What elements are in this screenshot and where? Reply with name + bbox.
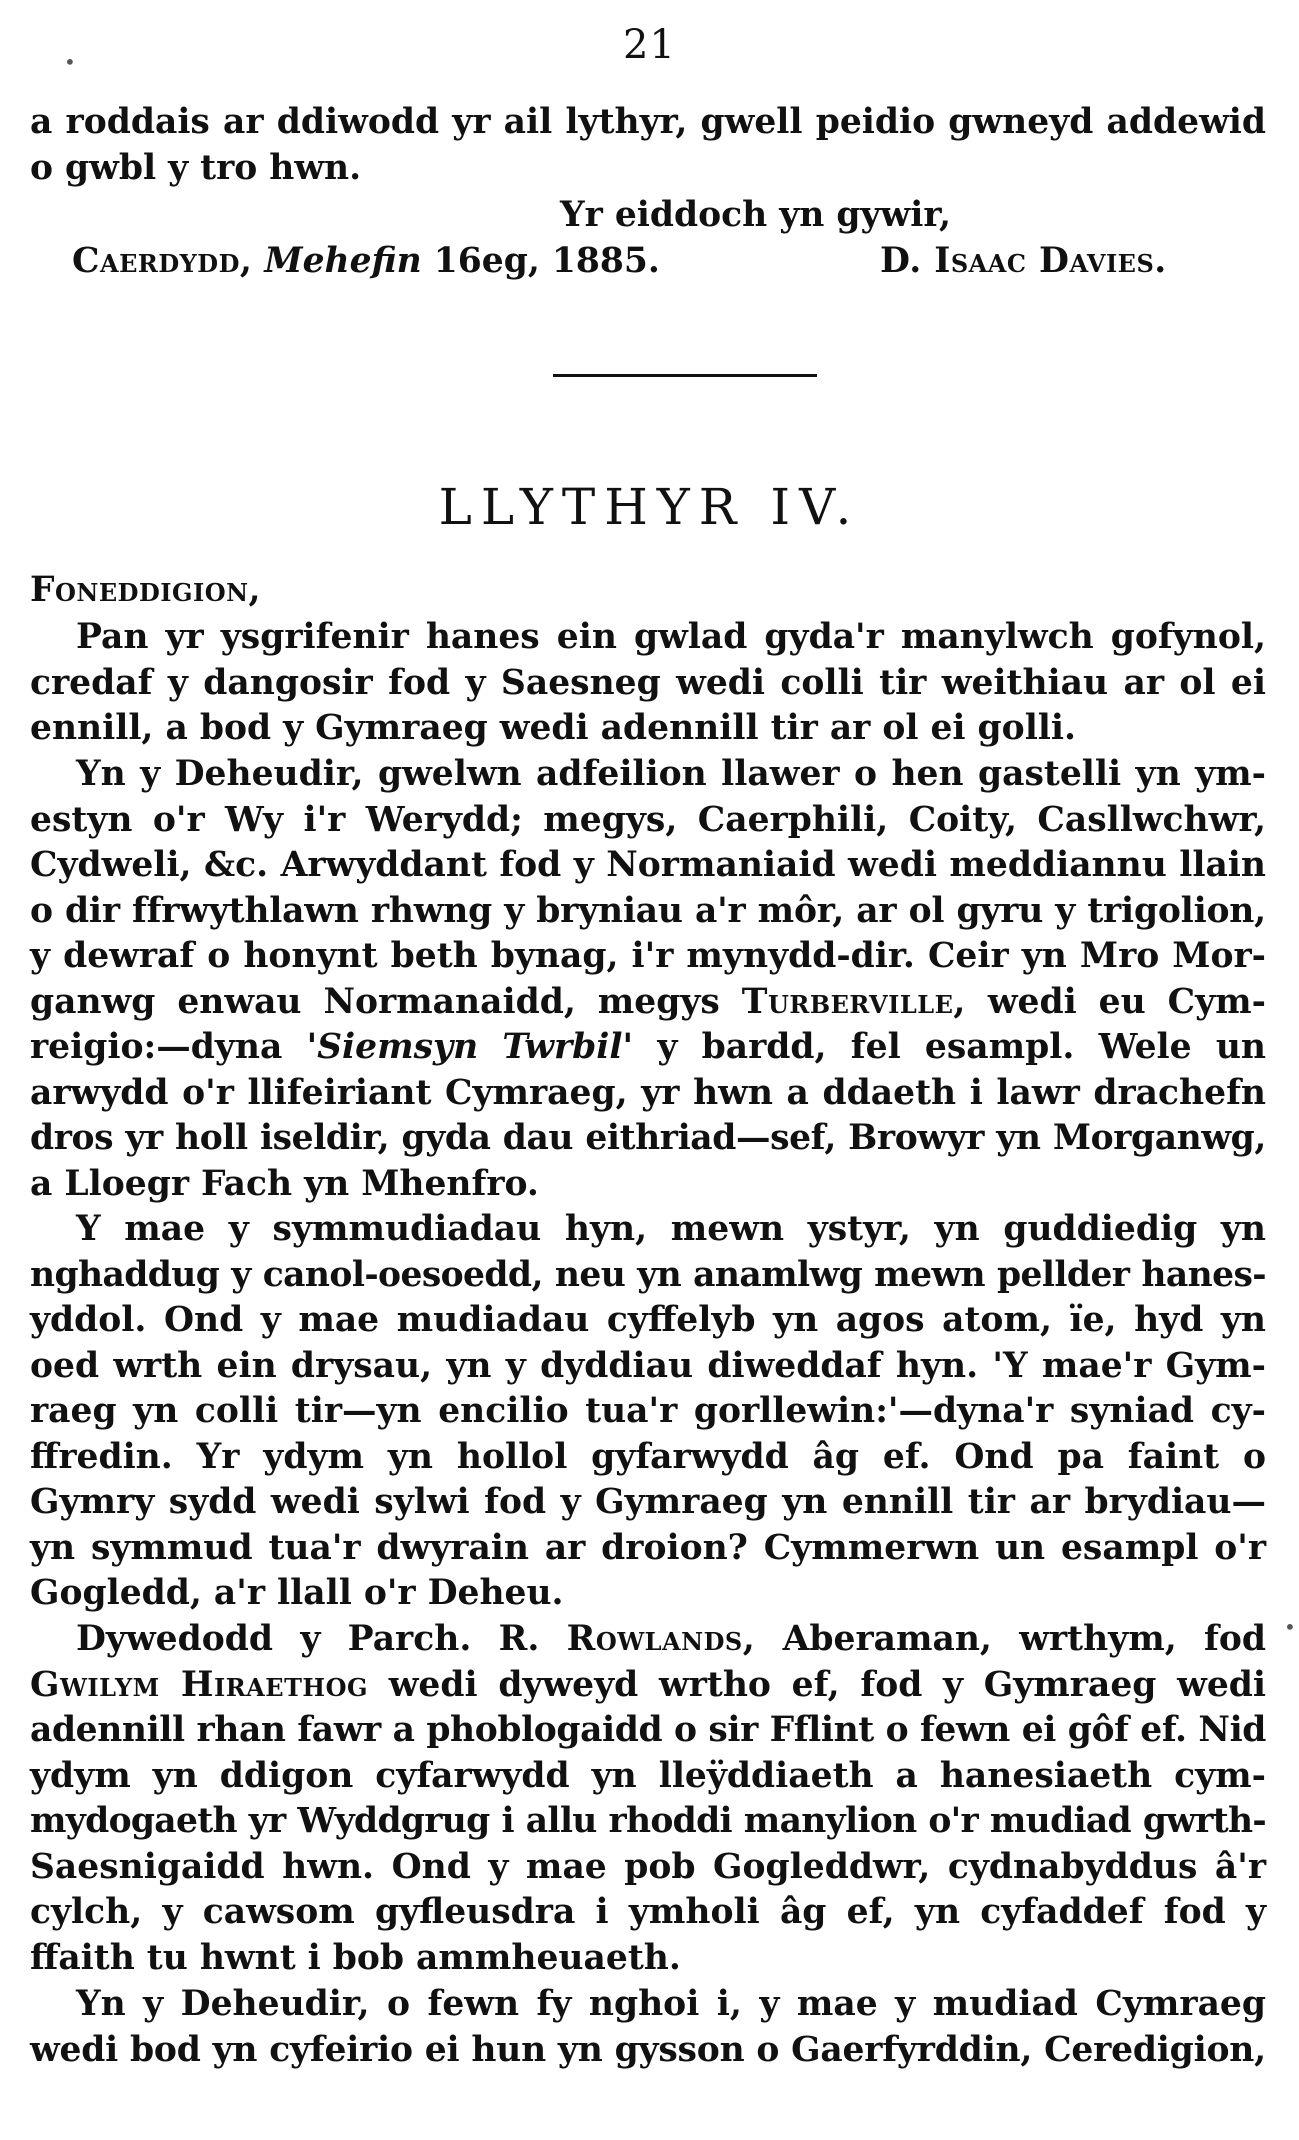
date-rest: 16eg, 1885. (433, 241, 660, 281)
paragraph-4 (30, 1617, 1266, 1981)
para1-line-1: Pan yr ysgrifenir hanes ein gwlad gyda'r manylwch gofynol, (76, 617, 1266, 657)
para3-line-7: Gymry sydd wedi sylwi fod y Gymraeg yn ennill tir ar brydiau— (30, 1482, 1266, 1522)
para4-line-2 (30, 1663, 1266, 1709)
para2-line-6-b: wedi eu Cym- (987, 981, 1266, 1022)
paragraph-1 (30, 615, 1266, 752)
name-gwilym-hiraethog: Gwilym Hiraethog (30, 1664, 369, 1705)
para2-line-5: y dewraf o honynt beth bynag, i'r mynydd-dir. Ceir yn Mro Mor- (30, 936, 1266, 976)
section-divider (553, 374, 817, 377)
para5-line-1: Yn y Deheudir, o fewn fy nghoi i, y mae y mudiad Cymraeg (76, 1984, 1266, 2024)
para4-line-1-a: Dywedodd y Parch. R. (76, 1619, 540, 1659)
para1-line-2: credaf y dangosir fod y Saesneg wedi colli tir weithiau ar ol ei (30, 662, 1266, 703)
para4-line-1 (30, 1617, 1266, 1663)
opening-line-1: a roddais ar ddiwodd yr ail lythyr, gwell peidio gwneyd addewid (30, 102, 1266, 142)
para2-line-2: estyn o'r Wy i'r Werydd; megys, Caerphili, Coity, Casllwchwr, (30, 799, 1266, 840)
para5-line-2: wedi bod yn cyfeirio ei hun yn gysson o Gaerfyrddin, Ceredigion, (30, 2029, 1266, 2070)
name-turberville: Turberville, (741, 981, 966, 1022)
para3-line-3: yddol. Ond y mae mudiadau cyffelyb yn agos atom, ïe, hyd yn (30, 1300, 1266, 1340)
para1-line-3: ennill, a bod y Gymraeg wedi adennill tir ar ol ei golli. (30, 708, 1077, 748)
opening-line-2: o gwbl y tro hwn. (30, 147, 362, 188)
para4-line-1-b: Aberaman, wrthym, fod (782, 1619, 1267, 1659)
date-month: Mehefin (264, 241, 422, 281)
para2-line-8: arwydd o'r llifeiriant Cymraeg, yr hwn a ddaeth i lawr drachefn (30, 1072, 1266, 1113)
para2-line-7-a: reigio:—dyna (30, 1027, 283, 1067)
stray-dot: • (64, 50, 76, 74)
para4-line-4: ydym yn ddigon cyfarwydd yn lleÿddiaeth a hanesiaeth cym- (30, 1755, 1266, 1796)
para4-line-2-b: wedi dyweyd wrtho ef, fod y Gymraeg wedi (388, 1664, 1266, 1705)
para3-line-2: nghaddug y canol-oesoedd, neu yn anamlwg mewn pellder hanes- (30, 1254, 1266, 1295)
page-number: 21 (623, 22, 676, 68)
para4-line-6: Saesnigaidd hwn. Ond y mae pob Gogleddwr, cydnabyddus â'r (30, 1846, 1266, 1887)
signature: D. Isaac Davies. (880, 241, 1167, 281)
margin-mark: • (1284, 1615, 1296, 1639)
para4-line-3: adennill rhan fawr a phoblogaidd o sir Fflint o fewn ei gôf ef. Nid (30, 1710, 1266, 1750)
para2-line-6-a: ganwg enwau Normanaidd, megys (30, 981, 720, 1022)
paragraph-2 (30, 752, 1266, 1207)
para4-line-5: mydogaeth yr Wyddgrug i allu rhoddi manylion o'r mudiad gwrth- (30, 1801, 1266, 1841)
para3-line-4: oed wrth ein drysau, yn y dyddiau diweddaf hyn. 'Y mae'r Gym- (30, 1345, 1266, 1386)
para2-line-7 (30, 1025, 1266, 1071)
para4-line-8: ffaith tu hwnt i bob ammheuaeth. (30, 1937, 681, 1978)
para2-line-9: dros yr holl iseldir, gyda dau eithriad—sef, Browyr yn Morganwg, (30, 1118, 1266, 1158)
para2-line-1: Yn y Deheudir, gwelwn adfeilion llawer o hen gastelli yn ym- (76, 754, 1266, 794)
para2-line-7-b: y bardd, fel esampl. Wele un (657, 1027, 1266, 1067)
para3-line-8: yn symmud tua'r dwyrain ar droion? Cymmerwn un esampl o'r (30, 1527, 1266, 1568)
para3-line-9: Gogledd, a'r llall o'r Deheu. (30, 1573, 564, 1613)
place-name: Caerdydd, (72, 241, 253, 281)
para2-line-6 (30, 980, 1266, 1026)
paragraph-3 (30, 1207, 1266, 1617)
salutation: Foneddigion, (30, 570, 262, 610)
name-rowlands: Rowlands, (566, 1619, 756, 1659)
place-date (72, 241, 660, 281)
para3-line-5: raeg yn colli tir—yn encilio tua'r gorllewin:'—dyna'r syniad cy- (30, 1391, 1266, 1431)
para2-line-10: a Lloegr Fach yn Mhenfro. (30, 1163, 539, 1204)
letter-heading: LLYTHYR IV. (438, 478, 861, 536)
para2-line-3: Cydweli, &c. Arwyddant fod y Normaniaid wedi meddiannu llain (30, 845, 1266, 885)
paragraph-5 (30, 1982, 1266, 2073)
opening-paragraph (30, 100, 1266, 191)
para3-line-6: ffredin. Yr ydym yn hollol gyfarwydd âg ef. Ond pa faint o (30, 1436, 1266, 1477)
quote-siemsyn-twrbil: 'Siemsyn Twrbil' (306, 1027, 634, 1067)
closing-phrase: Yr eiddoch yn gywir, (560, 195, 952, 235)
para4-line-7: cylch, y cawsom gyfleusdra i ymholi âg ef, yn cyfaddef fod y (30, 1892, 1266, 1932)
para2-line-4: o dir ffrwythlawn rhwng y bryniau a'r môr, ar ol gyru y trigolion, (30, 890, 1266, 931)
para3-line-1: Y mae y symmudiadau hyn, mewn ystyr, yn guddiedig yn (76, 1209, 1266, 1249)
